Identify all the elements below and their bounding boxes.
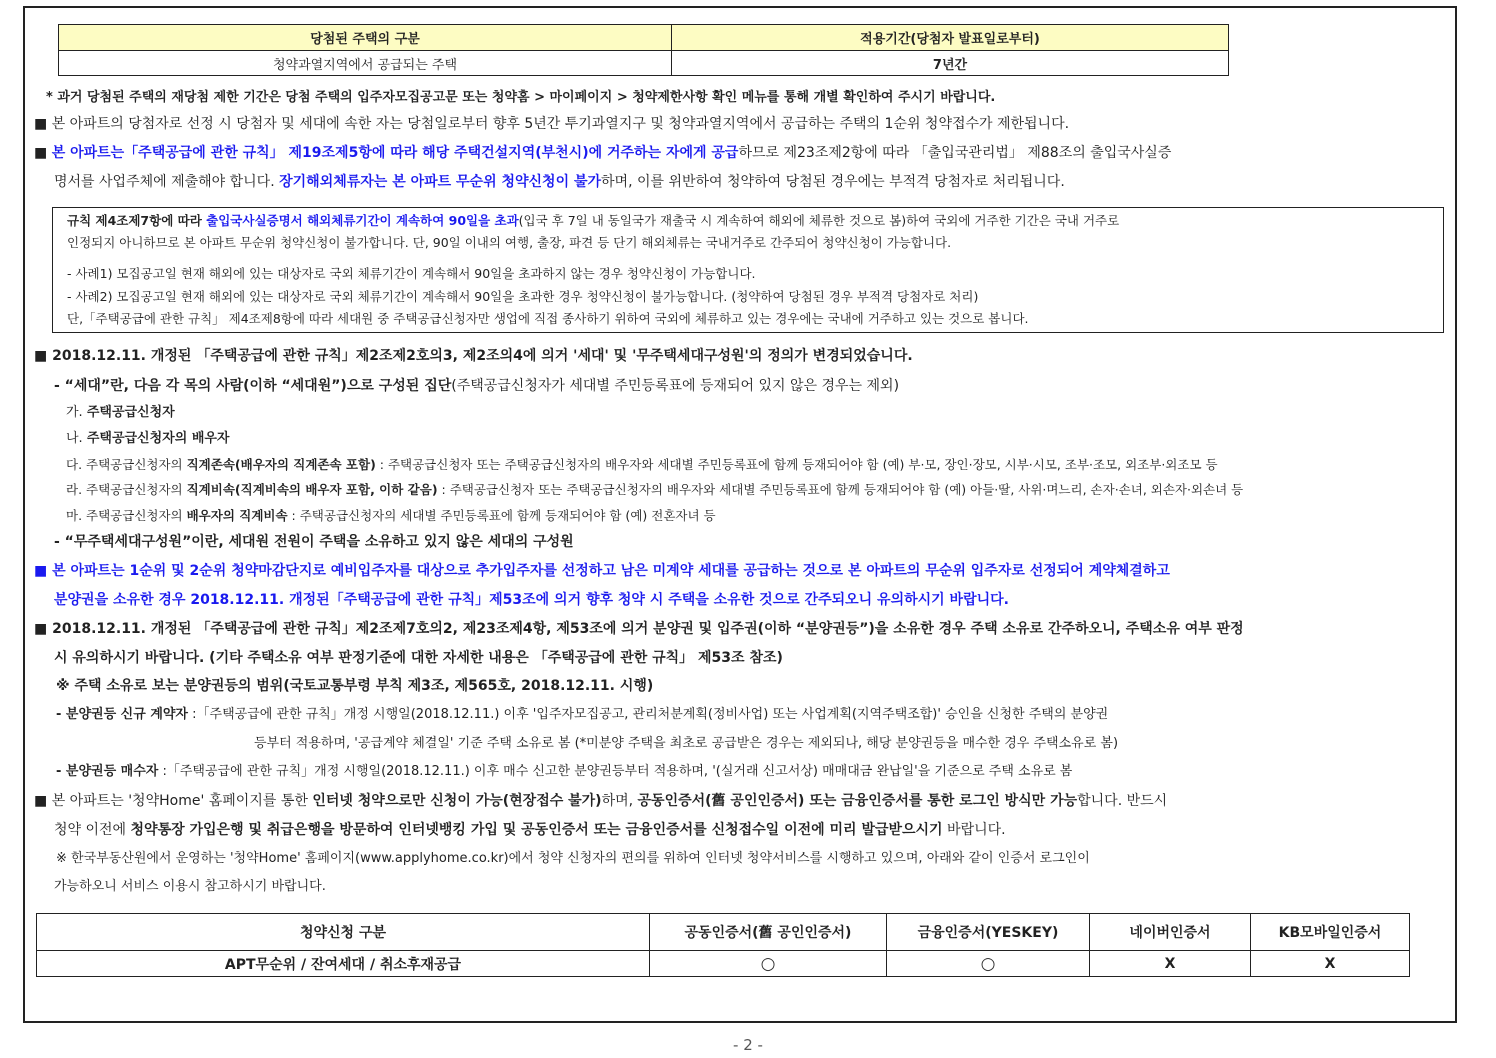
- presale-scope-note: ※ 주택 소유로 보는 분양권등의 범위(국토교통부령 부칙 제3조, 제565호, 2018.12.11. 시행): [56, 678, 654, 694]
- item-prefix: 라. 주택공급신청자의: [66, 482, 187, 497]
- table-header-cell: 금융인증서(YESKEY): [887, 914, 1090, 951]
- table-cell: [1251, 951, 1410, 977]
- box-line: [67, 212, 1119, 230]
- circle-mark-icon: ○: [980, 953, 996, 974]
- table-row-label: APT무순위 / 잔여세대 / 취소후재공급: [37, 951, 650, 977]
- box-line: 단,「주택공급에 관한 규칙」 제4조제8항에 따라 세대원 중 주택공급신청자만 생업에 직접 종사하기 위하여 국외에 체류하고 있는 경우에는 국내에 거주하고 있는 것으로 봅니다.: [67, 311, 1029, 326]
- item-text: : 주택공급신청자 또는 주택공급신청자의 배우자와 세대별 주민등록표에 함께 등재되어야 함 (예) 부·모, 장인·장모, 시부·시모, 조부·조모, 외조부·외조모 등: [375, 457, 1218, 472]
- box-case-1: - 사례1) 모집공고일 현재 해외에 있는 대상자로 국외 체류기간이 계속해서 90일을 초과하지 않는 경우 청약신청이 가능합니다.: [67, 266, 756, 281]
- paragraph-text: 하며, 이를 위반하여 청약하여 당첨된 경우에는 부적격 당첨자로 처리됩니다.: [601, 174, 1065, 190]
- highlight-text: 본 아파트는「주택공급에 관한 규칙」 제19조제5항에 따라 해당 주택건설지역(부천시)에 거주하는 자에게 공급: [51, 145, 739, 161]
- bold-text: 청약통장 가입은행 및 취급은행을 방문하여 인터넷뱅킹 가입 및 공동인증서 또는 금융인증서를 신청접수일 이전에 미리 발급받으시기: [130, 822, 943, 838]
- paragraph-text: 명서를 사업주체에 제출해야 합니다.: [54, 174, 280, 190]
- bullet-icon: ■: [34, 145, 48, 161]
- item-prefix: 다. 주택공급신청자의: [66, 457, 187, 472]
- paragraph-text: 본 아파트는 1순위 및 2순위 청약마감단지로 예비입주자를 대상으로 추가입주자를 선정하고 남은 미계약 세대를 공급하는 것으로 본 아파트의 무순위 입주자로 선정되어 계약체결하고: [52, 563, 1170, 579]
- item-prefix: 가.: [66, 405, 87, 420]
- household-item-ma: [66, 506, 716, 526]
- paragraph-text: 합니다. 반드시: [1077, 793, 1168, 809]
- paragraph-text: 본 아파트는 '청약Home' 홈페이지를 통한: [51, 793, 313, 809]
- presale-buyer: [56, 762, 1072, 782]
- paragraph-rewin-restriction: [34, 114, 1069, 134]
- no-house-definition: - “무주택세대구성원”이란, 세대원 전원이 주택을 소유하고 있지 않은 세대의 구성원: [54, 534, 574, 550]
- highlight-text: 출입국사실증명서 해외체류기간이 계속하여 90일을 초과: [206, 213, 519, 228]
- internet-notice-line4: 가능하오니 서비스 이용시 참고하시기 바랍니다.: [54, 879, 326, 894]
- household-heading: [34, 346, 913, 366]
- x-mark-icon: X: [1164, 955, 1176, 972]
- table-cell: [887, 951, 1090, 977]
- internet-notice-line2: [54, 820, 1006, 840]
- presale-notice: [34, 619, 1244, 639]
- paragraph-residence-line2: [54, 172, 1065, 192]
- bullet-icon: ■: [34, 348, 48, 364]
- bullet-icon: ■: [34, 793, 48, 809]
- bullet-icon: ■: [34, 116, 48, 132]
- bold-text: 공동인증서(舊 공인인증서) 또는 금융인증서를 통한 로그인 방식만 가능: [637, 793, 1078, 809]
- item-bold: 배우자의 직계비속: [186, 508, 288, 523]
- paragraph-text: 하므로 제23조제2항에 따라 「출입국관리법」 제88조의 출입국사실증: [738, 145, 1172, 161]
- star-note: * 과거 당첨된 주택의 재당첨 제한 기간은 당첨 주택의 입주자모집공고문 또는 청약홈 > 마이페이지 > 청약제한사항 확인 메뉴를 통해 개별 확인하여 주시기 바랍니다.: [46, 90, 996, 105]
- bullet-icon: ■: [34, 621, 48, 637]
- paragraph-residence: [34, 143, 1171, 163]
- overseas-stay-box: [52, 207, 1444, 333]
- household-item-ra: [66, 480, 1243, 500]
- table-cell: [1090, 951, 1251, 977]
- reserve-notice-line2: 분양권을 소유한 경우 2018.12.11. 개정된「주택공급에 관한 규칙」제53조에 의거 향후 청약 시 주택을 소유한 것으로 간주되오니 유의하시기 바랍니다.: [54, 592, 1009, 608]
- bold-text: - 분양권등 매수자: [56, 764, 159, 779]
- paragraph-text: 본 아파트의 당첨자로 선정 시 당첨자 및 세대에 속한 자는 당첨일로부터 향후 5년간 투기과열지구 및 청약과열지역에서 공급하는 주택의 1순위 청약접수가 제한됩니다.: [51, 116, 1070, 132]
- paragraph-text: :「주택공급에 관한 규칙」개정 시행일(2018.12.11.) 이후 매수 신고한 분양권등부터 적용하며, '(실거래 신고서상) 매매대금 완납일'을 기준으로 주택 소유로 봄: [158, 764, 1073, 779]
- circle-mark-icon: ○: [760, 953, 776, 974]
- table-header-cell: 적용기간(당첨자 발표일로부터): [672, 25, 1229, 51]
- household-item-ga: [66, 403, 175, 423]
- paragraph-text: 청약 이전에: [54, 822, 131, 838]
- table-cell: 7년간: [672, 51, 1229, 76]
- table-header-cell: 청약신청 구분: [37, 914, 650, 951]
- highlight-text: 장기해외체류자는 본 아파트 무순위 청약신청이 불가: [279, 174, 602, 190]
- bold-text: - 분양권등 신규 계약자: [56, 707, 188, 722]
- household-item-na: [66, 429, 230, 449]
- table-header-cell: 네이버인증서: [1090, 914, 1251, 951]
- item-text: 주택공급신청자의 배우자: [86, 431, 230, 446]
- box-line: 인정되지 아니하므로 본 아파트 무순위 청약신청이 불가합니다. 단, 90일 이내의 여행, 출장, 파견 등 단기 해외체류는 국내거주로 간주되어 청약신청이 가능합니다.: [67, 235, 952, 250]
- bullet-icon: ■: [34, 563, 48, 579]
- item-prefix: 마. 주택공급신청자의: [66, 508, 187, 523]
- household-definition: [54, 376, 899, 396]
- rewin-period-table: [58, 24, 1229, 76]
- item-bold: 직계존속(배우자의 직계존속 포함): [186, 457, 376, 472]
- paragraph-text: 2018.12.11. 개정된 「주택공급에 관한 규칙」제2조제2호의3, 제2조의4에 의거 '세대' 및 '무주택세대구성원'의 정의가 변경되었습니다.: [52, 348, 913, 364]
- box-bold-text: 규칙 제4조제7항에 따라: [67, 213, 207, 228]
- certificate-table: [36, 913, 1410, 977]
- table-header-cell: 당첨된 주택의 구분: [59, 25, 672, 51]
- internet-notice: [34, 791, 1167, 811]
- x-mark-icon: X: [1324, 955, 1336, 972]
- box-case-2: - 사례2) 모집공고일 현재 해외에 있는 대상자로 국외 체류기간이 계속해서 90일을 초과한 경우 청약신청이 불가능합니다. (청약하여 당첨된 경우 부적격 당첨자로 처리): [67, 289, 979, 304]
- presale-notice-line2: 시 유의하시기 바랍니다. (기타 주택소유 여부 판정기준에 대한 자세한 내용은 「주택공급에 관한 규칙」 제53조 참조): [54, 650, 783, 666]
- paragraph-text: :「주택공급에 관한 규칙」개정 시행일(2018.12.11.) 이후 '입주자모집공고, 관리처분계획(정비사업) 또는 사업계획(지역주택조합)' 승인을 신청한 주택의 분양권: [188, 707, 1109, 722]
- paragraph-text: 바랍니다.: [942, 822, 1006, 838]
- internet-notice-line3: ※ 한국부동산원에서 운영하는 '청약Home' 홈페이지(www.applyhome.co.kr)에서 청약 신청자의 편의를 위하여 인터넷 청약서비스를 시행하고 있으며, 아래와 같이 인증서 로그인이: [56, 851, 1090, 866]
- item-text: 주택공급신청자: [86, 405, 175, 420]
- box-text: (입국 후 7일 내 동일국가 재출국 시 계속하여 해외에 체류한 것으로 봄)하여 국외에 거주한 기간은 국내 거주로: [518, 213, 1120, 228]
- page-number: - 2 -: [733, 1036, 763, 1054]
- item-prefix: 나.: [66, 431, 87, 446]
- presale-new-contract-line2: 등부터 적용하며, '공급계약 체결일' 기준 주택 소유로 봄 (*미분양 주택을 최초로 공급받은 경우는 제외되나, 해당 분양권등을 매수한 경우 주택소유로 봄): [254, 736, 1119, 751]
- presale-new-contract: [56, 705, 1108, 725]
- paragraph-text: (주택공급신청자가 세대별 주민등록표에 등재되어 있지 않은 경우는 제외): [451, 378, 900, 394]
- item-bold: 직계비속(직계비속의 배우자 포함, 이하 같음): [186, 482, 438, 497]
- table-header-cell: 공동인증서(舊 공인인증서): [650, 914, 887, 951]
- bold-text: 인터넷 청약으로만 신청이 가능(현장접수 불가): [312, 793, 602, 809]
- table-cell: [650, 951, 887, 977]
- table-cell: 청약과열지역에서 공급되는 주택: [59, 51, 672, 76]
- bold-text: - “세대”란, 다음 각 목의 사람(이하 “세대원”)으로 구성된 집단: [54, 378, 452, 394]
- paragraph-text: 2018.12.11. 개정된 「주택공급에 관한 규칙」제2조제7호의2, 제23조제4항, 제53조에 의거 분양권 및 입주권(이하 “분양권등”)을 소유한 경우 주택 소유로 간주하오니, 주택소유 여부 판정: [52, 621, 1244, 637]
- item-text: : 주택공급신청자의 세대별 주민등록표에 함께 등재되어야 함 (예) 전혼자녀 등: [287, 508, 716, 523]
- table-header-cell: KB모바일인증서: [1251, 914, 1410, 951]
- item-text: : 주택공급신청자 또는 주택공급신청자의 배우자와 세대별 주민등록표에 함께 등재되어야 함 (예) 아들·딸, 사위·며느리, 손자·손녀, 외손자·외손녀 등: [437, 482, 1244, 497]
- paragraph-text: 하며,: [601, 793, 638, 809]
- household-item-da: [66, 455, 1218, 475]
- reserve-notice: [34, 561, 1170, 581]
